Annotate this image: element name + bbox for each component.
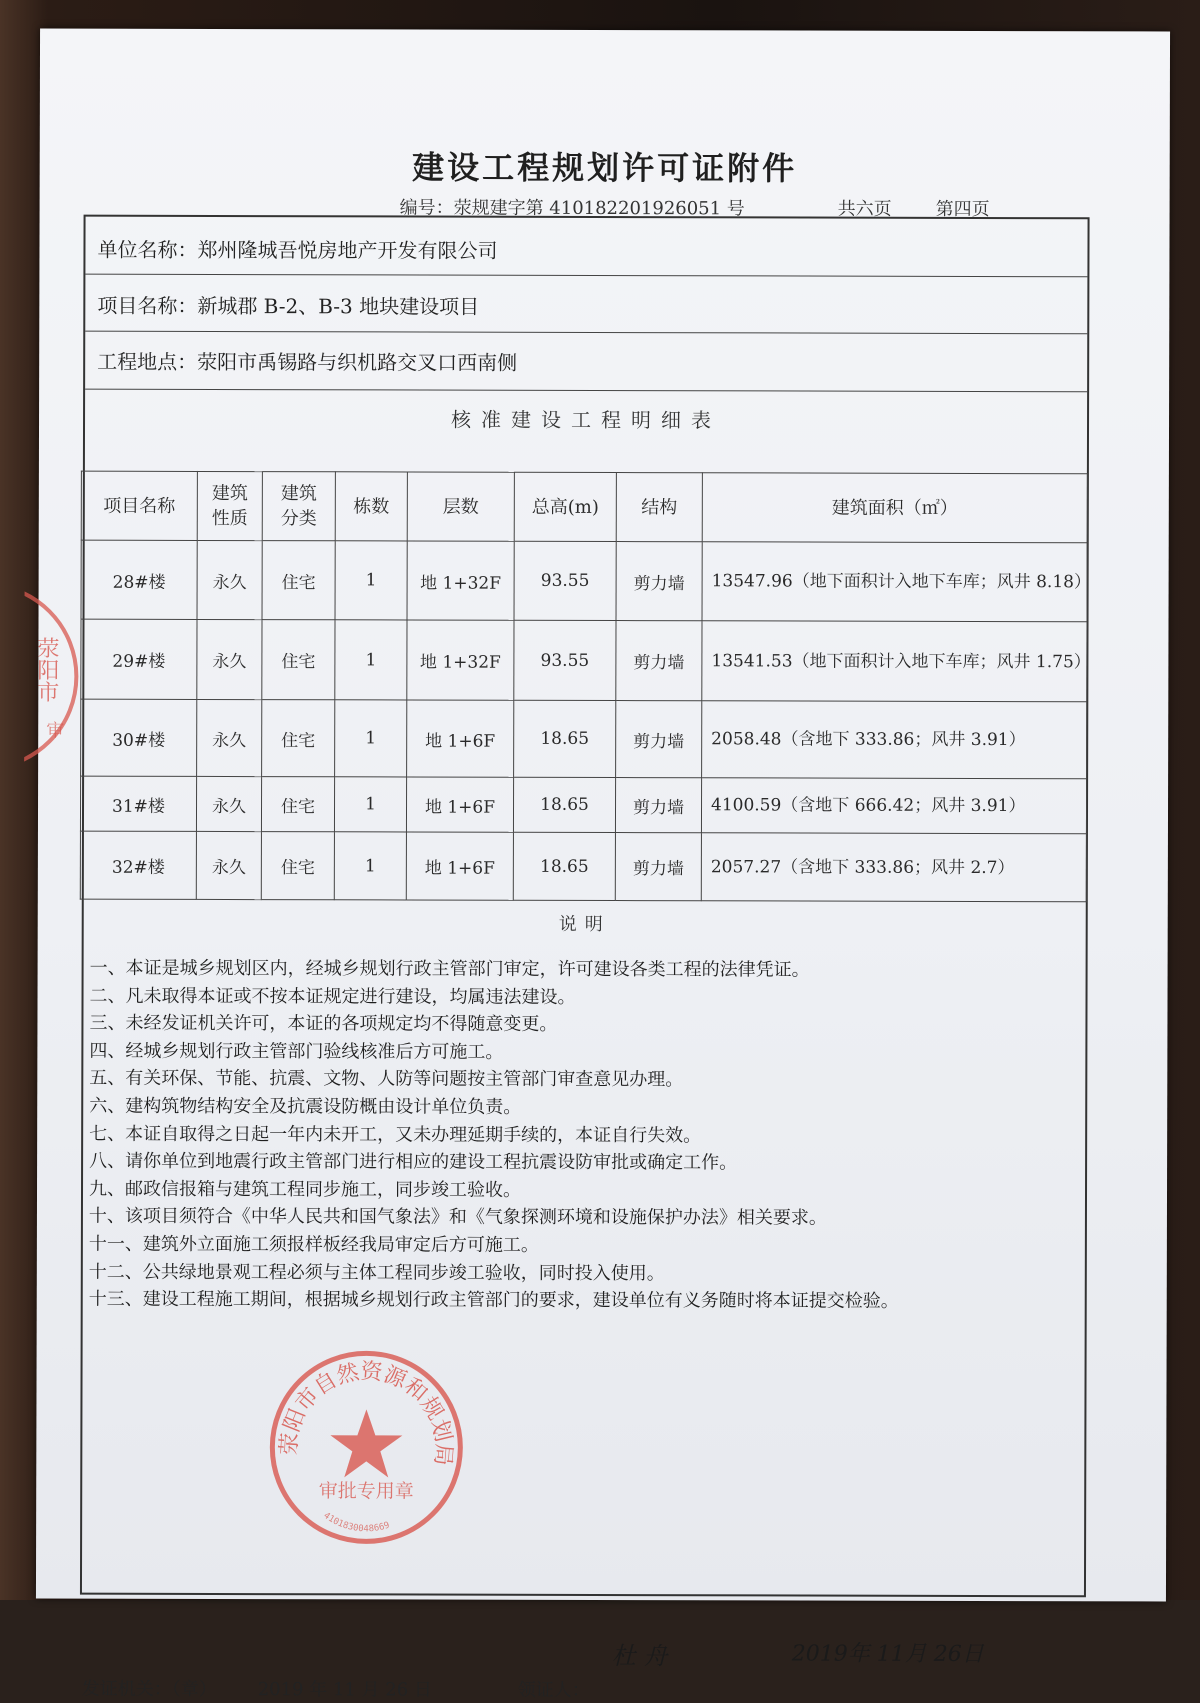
recipient-signature: 杜 舟: [611, 1642, 668, 1671]
permit-number: 编号：荥规建字第 410182201926051 号: [399, 197, 745, 220]
cell-nature: 永久: [197, 540, 262, 619]
table-header-row: [81, 471, 1087, 543]
cell-area: 13541.53（地下面积计入地下车库；风井 1.75）: [702, 621, 1087, 702]
header-name: 项目名称: [81, 471, 197, 540]
cell-area: 2057.27（含地下 333.86；风井 2.7）: [701, 833, 1086, 902]
cell-count: 1: [335, 620, 407, 700]
table-row: [81, 699, 1087, 779]
cell-floors: 地 1+32F: [407, 541, 514, 620]
cell-count: 1: [335, 541, 407, 620]
cell-name: 32#楼: [80, 831, 196, 899]
note-item: 四、经城乡规划行政主管部门验线核准后方可施工。: [89, 1040, 504, 1063]
cell-structure: 剪力墙: [616, 701, 702, 778]
divider: [85, 389, 1087, 393]
seal-code: 4101830048669: [321, 1510, 392, 1535]
cell-height: 93.55: [514, 620, 616, 700]
note-item: 八、请你单位到地震行政主管部门进行相应的建设工程抗震设防审批或确定工作。: [89, 1150, 738, 1174]
cell-structure: 剪力墙: [616, 621, 702, 701]
seal-star-icon: [330, 1409, 402, 1477]
cell-category: 住宅: [261, 832, 334, 900]
cell-floors: 地 1+6F: [406, 777, 513, 832]
cell-structure: 剪力墙: [616, 542, 702, 621]
cell-height: 18.65: [514, 700, 616, 777]
divider: [85, 331, 1087, 335]
official-seal: [266, 1347, 467, 1548]
note-item: 一、本证是城乡规划区内，经城乡规划行政主管部门审定，许可建设各类工程的法律凭证。: [89, 957, 810, 981]
cell-category: 住宅: [261, 777, 334, 832]
notes-list: [89, 955, 1080, 1316]
cell-nature: 永久: [196, 831, 261, 899]
unit-name: 单位名称：郑州隆城吾悦房地产开发有限公司: [97, 237, 498, 263]
header-structure: 结构: [616, 473, 702, 542]
note-item: 三、未经发证机关许可，本证的各项规定均不得随意变更。: [89, 1012, 558, 1036]
cell-category: 住宅: [262, 620, 335, 700]
partial-seal-text: 荥阳市: [33, 636, 59, 703]
table-row: [80, 831, 1086, 902]
table-row: [80, 776, 1086, 834]
cell-name: 29#楼: [81, 619, 197, 699]
note-item: 十一、建筑外立面施工须报样板经我局审定后方可施工。: [88, 1233, 539, 1256]
partial-seal-subtext: 审: [46, 720, 65, 742]
table-caption: 核准建设工程明细表: [451, 407, 722, 433]
table-row: [81, 619, 1087, 702]
cell-area: 4100.59（含地下 666.42；风井 3.91）: [701, 778, 1086, 834]
seal-subtext: 审批专用章: [318, 1480, 414, 1503]
note-item: 十三、建设工程施工期间，根据城乡规划行政主管部门的要求，建设单位有义务随时将本证提交检验。: [88, 1288, 899, 1312]
cell-name: 28#楼: [81, 540, 197, 619]
cell-structure: 剪力墙: [615, 833, 701, 901]
project-name: 项目名称：新城郡 B-2、B-3 地块建设项目: [97, 293, 480, 319]
cell-name: 30#楼: [81, 699, 197, 776]
partial-seal: [24, 576, 85, 776]
document-page: [33, 29, 1170, 1701]
cell-height: 18.65: [513, 832, 615, 900]
divider: [85, 274, 1087, 278]
cell-nature: 永久: [197, 699, 262, 776]
permit-frame: [80, 215, 1092, 1701]
document-title: 建设工程规划许可证附件: [412, 148, 798, 188]
cell-structure: 剪力墙: [615, 778, 701, 833]
cell-category: 住宅: [262, 541, 335, 620]
cell-nature: 永久: [197, 619, 262, 699]
cell-count: 1: [334, 832, 406, 900]
cell-name: 31#楼: [80, 776, 196, 831]
note-item: 十二、公共绿地景观工程必须与主体工程同步竣工验收，同时投入使用。: [88, 1261, 665, 1284]
project-detail-table: [80, 471, 1092, 903]
cell-area: 13547.96（地下面积计入地下车库；风井 8.18）: [702, 542, 1087, 622]
issuer-label: 发证机关：（章）: [81, 1678, 217, 1700]
note-item: 二、凡未取得本证或不按本证规定进行建设，均属违法建设。: [89, 985, 576, 1008]
cell-nature: 永久: [196, 776, 261, 831]
cell-count: 1: [335, 700, 407, 777]
header-area: 建筑面积（㎡）: [702, 473, 1087, 543]
recipient-label: 领证人：: [517, 1679, 590, 1701]
cell-category: 住宅: [262, 700, 335, 777]
cell-height: 93.55: [514, 541, 616, 620]
header-nature: 建筑 性质: [197, 471, 262, 540]
cell-height: 18.65: [513, 777, 615, 832]
cell-floors: 地 1+6F: [407, 700, 514, 777]
header-floors: 层数: [407, 472, 514, 541]
cell-floors: 地 1+6F: [406, 832, 513, 900]
seal-text: 荥阳市自然资源和规划局: [276, 1359, 456, 1467]
cell-area: 2058.48（含地下 333.86；风井 3.91）: [702, 701, 1087, 779]
notes-title: 说明: [558, 913, 611, 936]
note-item: 十、该项目须符合《中华人民共和国气象法》和《气象探测环境和设施保护办法》相关要求。: [88, 1205, 827, 1229]
header-category: 建筑 分类: [262, 472, 335, 541]
page-number: 第四页: [935, 198, 990, 221]
cell-floors: 地 1+32F: [407, 620, 514, 700]
note-item: 六、建构筑物结构安全及抗震设防概由设计单位负责。: [89, 1095, 522, 1118]
recipient-date: 2019年 11月 26日: [791, 1641, 984, 1667]
note-item: 五、有关环保、节能、抗震、文物、人防等问题按主管部门审查意见办理。: [89, 1068, 684, 1091]
project-location: 工程地点：荥阳市禹锡路与织机路交叉口西南侧: [97, 349, 518, 375]
total-pages: 共六页: [837, 198, 892, 220]
cell-count: 1: [334, 777, 406, 832]
note-item: 七、本证自取得之日起一年内未开工，又未办理延期手续的，本证自行失效。: [89, 1123, 702, 1146]
table-row: [81, 540, 1087, 622]
header-height: 总高(m): [514, 472, 616, 541]
header-count: 栋数: [335, 472, 407, 541]
note-item: 九、邮政信报箱与建筑工程同步施工，同步竣工验收。: [88, 1178, 522, 1201]
issue-date: 2019 年 11 月 26 日: [257, 1679, 432, 1701]
